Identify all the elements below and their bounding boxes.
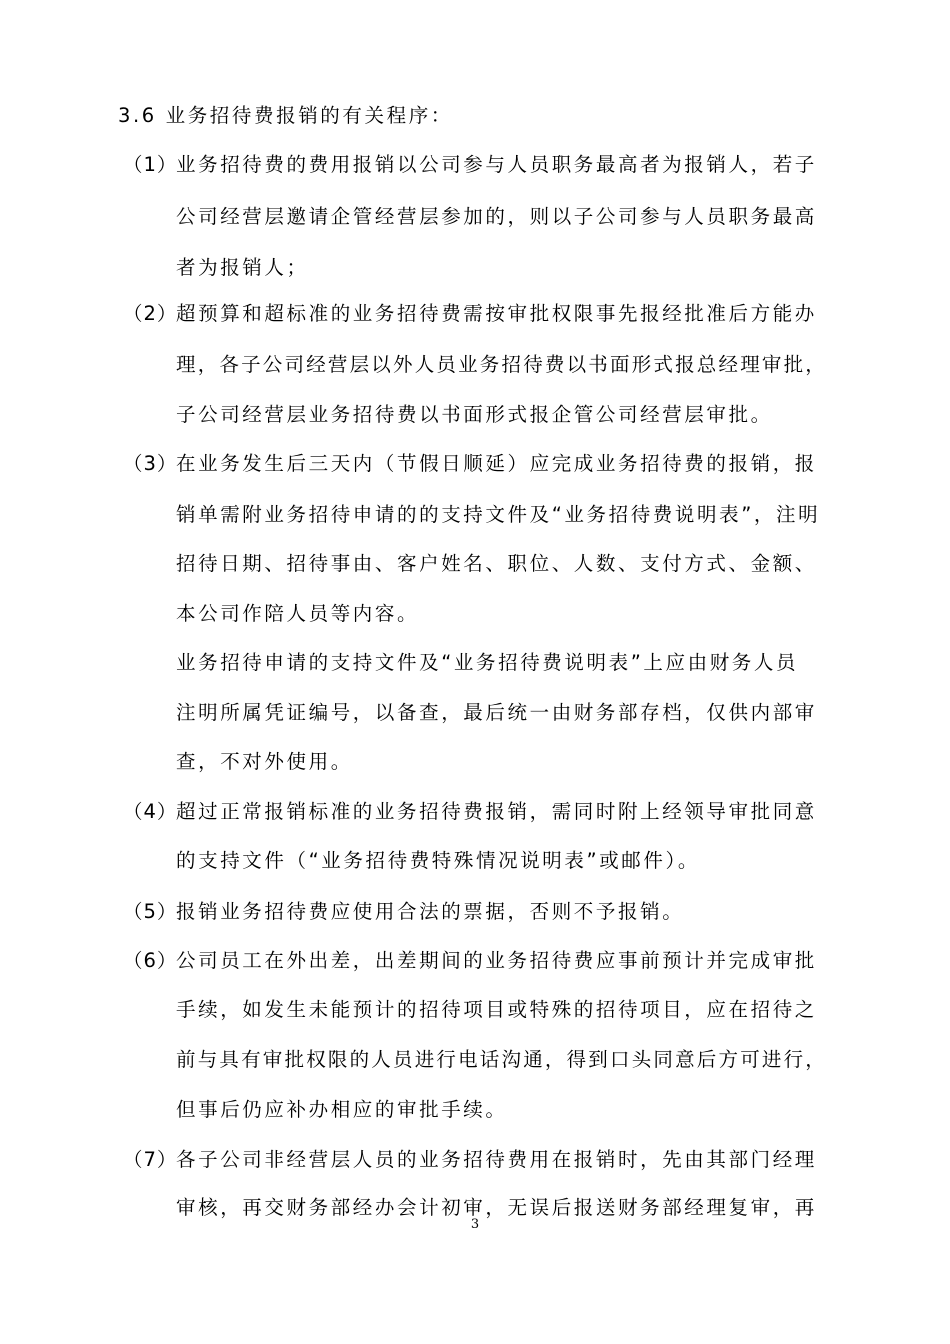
paragraph-line: 注明所属凭证编号，以备查，最后统一由财务部存档，仅供内部审	[176, 701, 817, 724]
paragraph-line: 查，不对外使用。	[176, 750, 353, 773]
paragraph-line: 销单需附业务招待申请的的支持文件及“业务招待费说明表”，注明	[176, 503, 821, 526]
item-number: （2）	[123, 302, 178, 325]
paragraph-line: 在业务发生后三天内（节假日顺延）应完成业务招待费的报销，报	[176, 452, 817, 475]
paragraph-line: 超预算和超标准的业务招待费需按审批权限事先报经批准后方能办	[176, 302, 817, 325]
item-number: （3）	[123, 452, 178, 475]
paragraph-line: 者为报销人；	[176, 256, 309, 279]
item-number: （7）	[123, 1148, 178, 1171]
paragraph-line: 超过正常报销标准的业务招待费报销，需同时附上经领导审批同意	[176, 800, 817, 823]
item-number: （4）	[123, 800, 178, 823]
paragraph-line: 但事后仍应补办相应的审批手续。	[176, 1098, 508, 1121]
paragraph-line: 理，各子公司经营层以外人员业务招待费以书面形式报总经理审批，	[176, 353, 828, 376]
paragraph-line: 各子公司非经营层人员的业务招待费用在报销时，先由其部门经理	[176, 1148, 817, 1171]
paragraph-line: 业务招待申请的支持文件及“业务招待费说明表”上应由财务人员	[176, 651, 799, 674]
item-number: （6）	[123, 949, 178, 972]
paragraph-line: 子公司经营层业务招待费以书面形式报企管公司经营层审批。	[176, 403, 773, 426]
paragraph-line: 审核，再交财务部经办会计初审，无误后报送财务部经理复审，再	[176, 1196, 817, 1219]
paragraph-line: 前与具有审批权限的人员进行电话沟通，得到口头同意后方可进行，	[176, 1048, 828, 1071]
page-number: 3	[470, 1217, 480, 1232]
paragraph-line: 本公司作陪人员等内容。	[176, 602, 420, 625]
section-heading: 3.6 业务招待费报销的有关程序：	[118, 104, 453, 127]
paragraph-line: 业务招待费的费用报销以公司参与人员职务最高者为报销人，若子	[176, 153, 817, 176]
paragraph-line: 招待日期、招待事由、客户姓名、职位、人数、支付方式、金额、	[176, 552, 817, 575]
paragraph-line: 公司员工在外出差，出差期间的业务招待费应事前预计并完成审批	[176, 949, 817, 972]
paragraph-line: 报销业务招待费应使用合法的票据，否则不予报销。	[176, 900, 685, 923]
paragraph-line: 手续，如发生未能预计的招待项目或特殊的招待项目，应在招待之	[176, 998, 817, 1021]
paragraph-line: 公司经营层邀请企管经营层参加的，则以子公司参与人员职务最高	[176, 205, 817, 228]
item-number: （1）	[123, 153, 178, 176]
paragraph-line: 的支持文件（“业务招待费特殊情况说明表”或邮件）。	[176, 849, 700, 872]
item-number: （5）	[123, 900, 178, 923]
